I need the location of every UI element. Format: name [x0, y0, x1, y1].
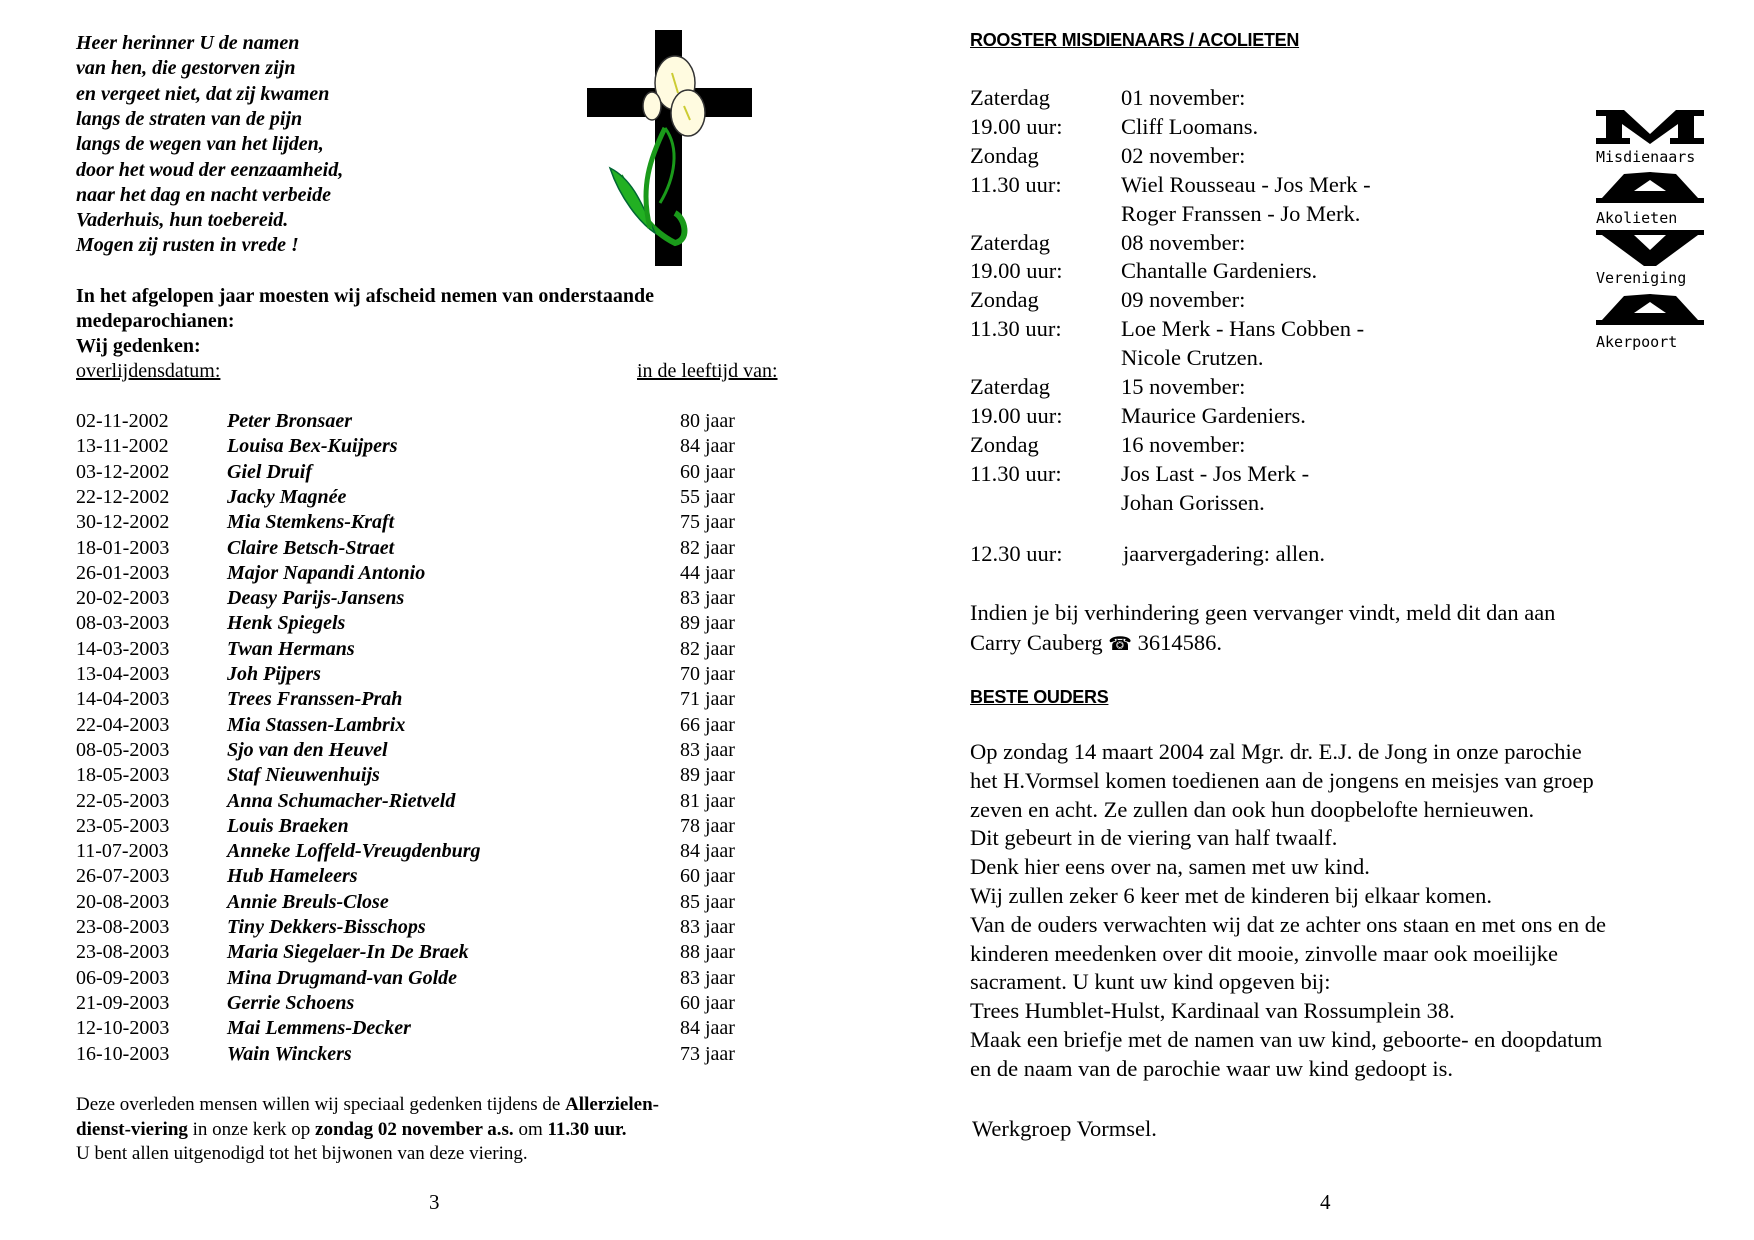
deceased-name: Mia Stassen-Lambrix: [227, 713, 406, 736]
age-at-death: 83 jaar: [680, 587, 735, 610]
schedule-entry: 08 november:: [1121, 229, 1246, 255]
age-at-death: 70 jaar: [680, 663, 735, 685]
schedule-entry: Maurice Gardeniers.: [1121, 402, 1306, 428]
footer-line-1: [76, 1095, 659, 1114]
age-at-death: 75 jaar: [680, 511, 735, 534]
paragraph-line: sacrament. U kunt uw kind opgeven bij:: [970, 969, 1331, 995]
death-date: 14-04-2003: [76, 688, 170, 711]
schedule-heading: ROOSTER MISDIENAARS / ACOLIETEN: [970, 30, 1300, 50]
death-date: 23-05-2003: [76, 814, 170, 837]
schedule-day-time: 11.30 uur:: [970, 316, 1062, 342]
age-at-death: 55 jaar: [680, 485, 735, 508]
notice-line-1: Indien je bij verhindering geen vervanger vindt, meld dit dan aan: [970, 600, 1556, 625]
deceased-name: Giel Druif: [227, 460, 312, 483]
death-date: 14-03-2003: [76, 637, 170, 660]
deceased-name: Claire Betsch-Straet: [227, 536, 395, 559]
logo-word: Misdienaars: [1596, 148, 1696, 166]
death-date: 22-05-2003: [76, 789, 170, 812]
age-at-death: 73 jaar: [680, 1042, 735, 1065]
deceased-name: Henk Spiegels: [227, 612, 346, 635]
age-at-death: 83 jaar: [680, 966, 735, 989]
deceased-name: Wain Winckers: [227, 1042, 352, 1065]
deceased-name: Jacky Magnée: [227, 485, 347, 508]
logo-word: Akerpoort: [1596, 333, 1678, 351]
death-date: 06-09-2003: [76, 966, 170, 989]
logo-word: Akolieten: [1596, 209, 1678, 227]
deceased-name: Major Napandi Antonio: [227, 561, 426, 584]
deceased-name: Anneke Loffeld-Vreugdenburg: [227, 840, 481, 863]
schedule-day-time: 19.00 uur:: [970, 113, 1063, 139]
age-at-death: 82 jaar: [680, 536, 735, 559]
death-date: 22-12-2002: [76, 485, 170, 508]
contact-name: Carry Cauberg: [970, 630, 1103, 655]
schedule-day-time: Zaterdag: [970, 374, 1050, 399]
deceased-name: Gerrie Schoens: [227, 991, 355, 1014]
death-date: 13-11-2002: [76, 435, 169, 458]
schedule-day-time: Zaterdag: [970, 229, 1050, 255]
poem-line: langs de wegen van het lijden,: [76, 133, 324, 156]
death-date: 08-05-2003: [76, 738, 170, 761]
deceased-name: Maria Siegelaer-In De Braek: [227, 941, 469, 964]
schedule-entry: 16 november:: [1121, 431, 1246, 457]
poem-line: van hen, die gestorven zijn: [76, 57, 296, 80]
paragraph-line: Trees Humblet-Hulst, Kardinaal van Rossumplein 38.: [970, 998, 1455, 1024]
schedule-entry: 09 november:: [1121, 287, 1246, 313]
schedule-entry: Jos Last - Jos Merk -: [1121, 460, 1310, 486]
column-header-date: overlijdensdatum:: [76, 360, 221, 382]
death-date: 22-04-2003: [76, 713, 170, 736]
age-at-death: 78 jaar: [680, 814, 735, 837]
meeting-time: 12.30 uur:: [970, 541, 1063, 566]
deceased-name: Mina Drugmand-van Golde: [227, 966, 458, 989]
poem-line: en vergeet niet, dat zij kwamen: [76, 82, 330, 105]
age-at-death: 84 jaar: [680, 435, 735, 458]
paragraph-line: Op zondag 14 maart 2004 zal Mgr. dr. E.J. de Jong in onze parochie: [970, 739, 1582, 764]
schedule-day-time: 11.30 uur:: [970, 171, 1062, 197]
paragraph-line: Maak een briefje met de namen van uw kind, geboorte- en doopdatum: [970, 1027, 1603, 1052]
age-at-death: 60 jaar: [680, 460, 735, 483]
schedule-day-time: 19.00 uur:: [970, 258, 1063, 284]
death-date: 11-07-2003: [76, 840, 169, 863]
deceased-name: Tiny Dekkers-Bisschops: [227, 916, 426, 938]
deceased-name: Trees Franssen-Prah: [227, 688, 403, 711]
death-date: 20-08-2003: [76, 890, 170, 913]
footer-text: om: [513, 1119, 548, 1140]
schedule-entry: Loe Merk - Hans Cobben -: [1121, 316, 1365, 342]
age-at-death: 85 jaar: [680, 890, 735, 913]
notice-line-2: [970, 632, 1222, 655]
column-header-age: in de leeftijd van:: [637, 360, 778, 382]
age-at-death: 60 jaar: [680, 865, 735, 888]
deceased-name: Peter Bronsaer: [227, 410, 352, 432]
footer-bold: 11.30 uur.: [547, 1119, 627, 1140]
age-at-death: 84 jaar: [680, 840, 735, 863]
telephone-icon: ☎: [1108, 633, 1132, 655]
schedule-entry: Roger Franssen - Jo Merk.: [1121, 200, 1361, 226]
deceased-name: Staf Nieuwenhuijs: [227, 764, 380, 787]
age-at-death: 89 jaar: [680, 764, 735, 787]
deceased-name: Twan Hermans: [227, 637, 355, 660]
age-at-death: 83 jaar: [680, 916, 735, 938]
age-at-death: 84 jaar: [680, 1017, 735, 1040]
poem-line: langs de straten van de pijn: [76, 107, 303, 130]
age-at-death: 66 jaar: [680, 713, 735, 736]
schedule-entry: Johan Gorissen.: [1121, 489, 1265, 515]
poem-line: door het woud der eenzaamheid,: [76, 158, 344, 181]
poem-line: naar het dag en nacht verbeide: [76, 183, 331, 206]
age-at-death: 71 jaar: [680, 688, 735, 711]
death-date: 18-05-2003: [76, 764, 170, 787]
footer-text: in onze kerk op: [187, 1119, 316, 1140]
death-date: 02-11-2002: [76, 410, 169, 432]
deceased-name: Anna Schumacher-Rietveld: [227, 789, 456, 812]
paragraph-line: Denk hier eens over na, samen met uw kind.: [970, 854, 1370, 880]
page-number: 4: [1320, 1190, 1331, 1214]
paragraph-line: kinderen meedenken over dit mooie, zinvolle maar ook moeilijke: [970, 940, 1558, 966]
age-at-death: 80 jaar: [680, 410, 735, 432]
phone-number: 3614586.: [1137, 630, 1222, 655]
cross-with-lily-illustration: [580, 28, 755, 268]
death-date: 30-12-2002: [76, 511, 170, 534]
meeting-text: jaarvergadering: allen.: [1123, 541, 1325, 566]
death-date: 23-08-2003: [76, 916, 170, 938]
deceased-name: Deasy Parijs-Jansens: [227, 587, 405, 610]
intro-line: In het afgelopen jaar moesten wij afscheid nemen van onderstaande: [76, 285, 654, 307]
deceased-name: Mia Stemkens-Kraft: [227, 511, 395, 534]
poem-line: Mogen zij rusten in vrede !: [76, 234, 299, 257]
signature: Werkgroep Vormsel.: [972, 1116, 1157, 1141]
page-number: 3: [429, 1190, 440, 1214]
age-at-death: 88 jaar: [680, 941, 735, 964]
death-date: 26-01-2003: [76, 561, 170, 584]
footer-text: Deze overleden mensen willen wij speciaal gedenken tijdens de: [76, 1094, 566, 1115]
poem-line: Vaderhuis, hun toebereid.: [76, 209, 289, 232]
age-at-death: 60 jaar: [680, 991, 735, 1014]
logo-word: Vereniging: [1596, 269, 1687, 287]
intro-line: medeparochianen:: [76, 310, 235, 332]
death-date: 23-08-2003: [76, 941, 170, 964]
death-date: 18-01-2003: [76, 536, 170, 559]
footer-bold: zondag 02 november a.s.: [315, 1119, 514, 1140]
footer-bold: dienst-viering: [76, 1119, 188, 1140]
death-date: 13-04-2003: [76, 663, 170, 685]
schedule-entry: Cliff Loomans.: [1121, 113, 1259, 139]
paragraph-line: en de naam van de parochie waar uw kind gedoopt is.: [970, 1055, 1453, 1081]
footer-bold: Allerzielen-: [565, 1094, 659, 1115]
death-date: 08-03-2003: [76, 612, 170, 635]
deceased-name: Hub Hameleers: [227, 865, 358, 888]
footer-line-3: U bent allen uitgenodigd tot het bijwonen van deze viering.: [76, 1143, 528, 1164]
deceased-name: Louisa Bex-Kuijpers: [227, 435, 398, 458]
deceased-name: Annie Breuls-Close: [227, 890, 389, 913]
death-date: 26-07-2003: [76, 865, 170, 888]
paragraph-line: zeven en acht. Ze zullen dan ook hun doopbelofte hernieuwen.: [970, 796, 1535, 822]
death-date: 21-09-2003: [76, 991, 170, 1014]
deceased-name: Louis Braeken: [227, 814, 349, 837]
paragraph-line: Wij zullen zeker 6 keer met de kinderen bij elkaar komen.: [970, 883, 1492, 908]
schedule-entry: 15 november:: [1121, 374, 1246, 399]
age-at-death: 83 jaar: [680, 738, 735, 761]
deceased-name: Mai Lemmens-Decker: [227, 1017, 411, 1040]
age-at-death: 81 jaar: [680, 789, 735, 812]
schedule-day-time: Zondag: [970, 431, 1039, 457]
schedule-day-time: Zondag: [970, 142, 1039, 168]
age-at-death: 82 jaar: [680, 637, 735, 660]
schedule-entry: Nicole Crutzen.: [1121, 345, 1264, 371]
paragraph-line: Van de ouders verwachten wij dat ze achter ons staan en met ons en de: [970, 911, 1607, 937]
schedule-day-time: Zaterdag: [970, 85, 1050, 110]
deceased-name: Sjo van den Heuvel: [227, 738, 388, 761]
poem-line: Heer herinner U de namen: [76, 32, 300, 54]
parents-heading: BESTE OUDERS: [970, 687, 1109, 707]
schedule-day-time: Zondag: [970, 287, 1039, 313]
schedule-entry: Wiel Rousseau - Jos Merk -: [1121, 171, 1371, 197]
schedule-entry: Chantalle Gardeniers.: [1121, 258, 1318, 284]
death-date: 16-10-2003: [76, 1042, 170, 1065]
death-date: 20-02-2003: [76, 587, 170, 610]
paragraph-line: Dit gebeurt in de viering van half twaalf.: [970, 825, 1338, 851]
intro-line: Wij gedenken:: [76, 335, 201, 357]
schedule-day-time: 11.30 uur:: [970, 460, 1062, 486]
age-at-death: 44 jaar: [680, 561, 735, 584]
age-at-death: 89 jaar: [680, 612, 735, 635]
death-date: 03-12-2002: [76, 460, 170, 483]
schedule-entry: 01 november:: [1121, 85, 1246, 110]
schedule-entry: 02 november:: [1121, 142, 1246, 168]
paragraph-line: het H.Vormsel komen toedienen aan de jongens en meisjes van groep: [970, 767, 1594, 793]
schedule-day-time: 19.00 uur:: [970, 402, 1063, 428]
deceased-name: Joh Pijpers: [227, 663, 321, 685]
death-date: 12-10-2003: [76, 1017, 170, 1040]
footer-line-2: [76, 1120, 627, 1139]
